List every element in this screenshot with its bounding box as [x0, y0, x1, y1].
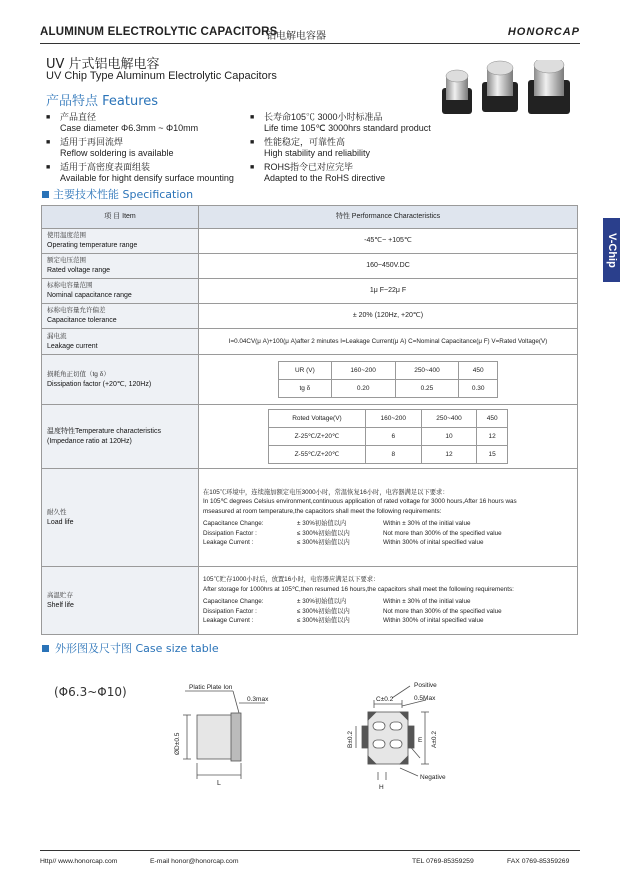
page-header	[40, 26, 580, 44]
product-title-cn: UV 片式铝电解电容	[46, 57, 160, 72]
case-size-heading: 外形图及尺寸图 Case size table	[42, 640, 219, 656]
table-row: 标称电容量范围 Nominal capacitance range 1μ F~22μ F	[42, 279, 578, 304]
h-dimension-label: H	[379, 784, 384, 791]
spec-heading: 主要技术性能 Specification	[42, 186, 193, 202]
header-title-en: ALUMINUM ELECTROLYTIC CAPACITORS	[40, 26, 278, 38]
table-header-performance: 特性 Performance Characteristics	[199, 206, 578, 229]
case-range-label: (Φ6.3~Φ10)	[54, 685, 127, 699]
footer-email[interactable]: E-mail honor@honorcap.com	[150, 858, 239, 865]
spec-table	[41, 205, 578, 635]
page-footer	[40, 850, 580, 872]
brand-logo: HONORCAP	[507, 26, 580, 38]
b-dimension-label: B±0.2	[347, 731, 354, 748]
e-dimension-label: E	[418, 737, 423, 744]
features-heading: 产品特点 Features	[46, 94, 159, 109]
footer-tel: TEL 0769-85359259	[412, 858, 474, 865]
table-row-load-life: 耐久性 Load life 在105℃环境中，连续施加额定电压3000小时，常温恢复16小时，电容器满足以下要求： In 105℃ degrees Celsius environment,continuous application of rated voltage for 3000 hours,After 16 hours was mseasured at room temperature,the capacitors shall meet the following requirements: Capacitance Change: ± 30%初始值以内 Within ± 30% of the initial value Dissipation Factor : ≤ 300%初始值以内 Not more than 300% of the specified value Leakage Current : ≤ 300%初始值以内 Within 300% of inital specified value	[42, 469, 578, 567]
table-row-temperature: 温度特性Temperature characteristics (Impedance ratio at 120Hz) Roted Voltage(V) 160~200 250~400 450 Z-25℃/Z+20℃ 6 10 12 Z-55℃/Z+20℃ 8 12 15	[42, 405, 578, 469]
capacitor-product-image	[440, 60, 580, 120]
table-row: 额定电压范围 Rated voltage range 160~450V.DC	[42, 254, 578, 279]
case-bottom-view-drawing	[330, 676, 470, 796]
diameter-label: ØD±0.5	[174, 732, 181, 755]
length-label: L	[217, 780, 221, 787]
table-row: 漏电流 Leakage current I=0.04CV(μ A)+100(μ A)after 2 minutes I=Leakage Current(μ A) C=Nominal Capacitance(μ F) V=Rated Voltage(V)	[42, 329, 578, 355]
product-title-en: UV Chip Type Aluminum Electrolytic Capacitors	[46, 70, 277, 82]
table-header-item: 项 目 Item	[42, 206, 199, 229]
footer-fax: FAX 0769-85359269	[507, 858, 570, 865]
negative-label: Negative	[420, 774, 446, 781]
table-row-dissipation: 损耗角正切值（tg δ） Dissipation factor (+20℃, 120Hz) UR (V) 160~200 250~400 450 tg δ 0.20 0.25 0.30	[42, 355, 578, 405]
side-category-tab: V-Chip	[603, 218, 620, 282]
platic-plate-label: Platic Plate Ion	[189, 684, 233, 691]
case-side-view-drawing	[165, 683, 285, 793]
a-dimension-label: A±0.2	[431, 731, 438, 748]
table-row: 使用温度范围 Operating temperature range -45℃~ +105℃	[42, 229, 578, 254]
table-row-shelf-life: 高温贮存 Shelf life 105℃贮存1000小时后，放置16小时，电容器应满足以下要求： After storage for 1000hrs at 105℃,then resumed 16 hours,the capacitors shall meet the following requirements: Capacitance Change: ± 30%初始值以内 Within ± 30% of the initial value Dissipation Factor : ≤ 300%初始值以内 Not more than 300% of the specified value Leakage Current : ≤ 300%初始值以内 Within 300% of inital specified value	[42, 567, 578, 635]
header-title-cn: 铝电解电容器	[266, 31, 326, 42]
max03-label: 0.3max	[247, 696, 269, 703]
table-row: 标称电容量允许偏差 Capacitance tolerance ± 20% (120Hz, +20℃)	[42, 304, 578, 329]
max05-label: 0.5Max	[414, 695, 436, 702]
footer-website[interactable]: Http// www.honorcap.com	[40, 858, 118, 865]
positive-label: Positive	[414, 682, 437, 689]
c-dimension-label: C±0.2	[376, 696, 394, 703]
